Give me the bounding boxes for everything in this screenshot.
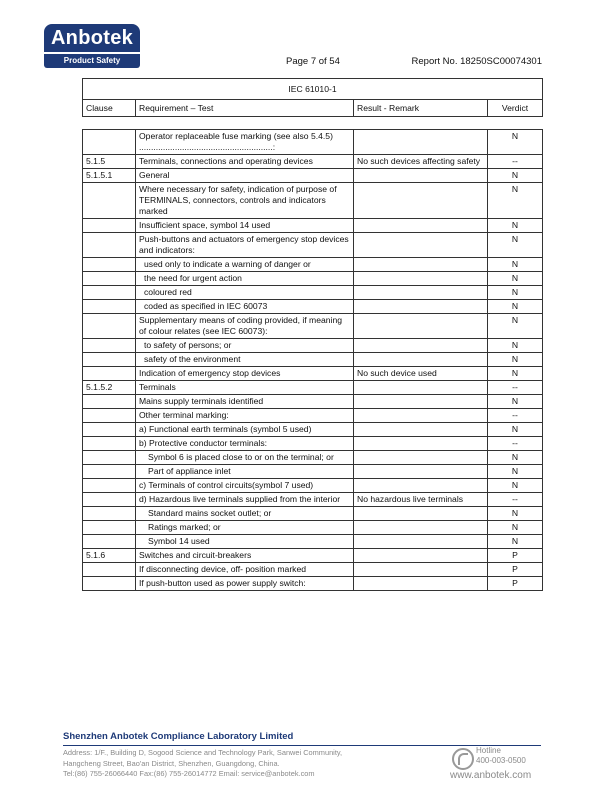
column-header-clause: Clause bbox=[83, 100, 136, 117]
table-row bbox=[83, 507, 543, 521]
table-row bbox=[83, 339, 543, 353]
row-result bbox=[354, 130, 488, 155]
row-verdict: N bbox=[488, 130, 543, 155]
row-verdict: P bbox=[488, 577, 543, 591]
address-line-2: Hangcheng Street, Bao'an District, Shenzhen, Guangdong, China. bbox=[63, 758, 280, 768]
row-requirement: used only to indicate a warning of danger or bbox=[136, 258, 354, 272]
row-verdict: N bbox=[488, 535, 543, 549]
row-result bbox=[354, 219, 488, 233]
row-clause: 5.1.5 bbox=[83, 155, 136, 169]
table-row bbox=[83, 479, 543, 493]
table-row bbox=[83, 521, 543, 535]
row-clause bbox=[83, 535, 136, 549]
table-row bbox=[83, 563, 543, 577]
contact-line: Tel:(86) 755-26066440 Fax:(86) 755-26014772 Email: service@anbotek.com bbox=[63, 769, 315, 778]
table-row bbox=[83, 272, 543, 286]
row-verdict: N bbox=[488, 465, 543, 479]
row-result bbox=[354, 286, 488, 300]
row-result: No such device used bbox=[354, 367, 488, 381]
row-verdict: N bbox=[488, 507, 543, 521]
table-row bbox=[83, 465, 543, 479]
row-clause bbox=[83, 130, 136, 155]
row-result bbox=[354, 395, 488, 409]
row-result bbox=[354, 549, 488, 563]
standard-title: IEC 61010-1 bbox=[83, 79, 543, 100]
row-result bbox=[354, 233, 488, 258]
row-requirement: a) Functional earth terminals (symbol 5 used) bbox=[136, 423, 354, 437]
column-header-requirement: Requirement – Test bbox=[136, 100, 354, 117]
row-requirement: coded as specified in IEC 60073 bbox=[136, 300, 354, 314]
row-requirement: Supplementary means of coding provided, if meaning of colour relates (see IEC 60073): bbox=[136, 314, 354, 339]
row-verdict: N bbox=[488, 395, 543, 409]
row-verdict: -- bbox=[488, 493, 543, 507]
column-header-verdict: Verdict bbox=[488, 100, 543, 117]
website: www.anbotek.com bbox=[450, 770, 532, 781]
row-clause bbox=[83, 258, 136, 272]
table-body bbox=[83, 130, 543, 591]
table-row bbox=[83, 367, 543, 381]
row-result bbox=[354, 300, 488, 314]
row-requirement: Operator replaceable fuse marking (see also 5.4.5) ........................................................: bbox=[136, 130, 354, 155]
row-result bbox=[354, 258, 488, 272]
row-clause bbox=[83, 479, 136, 493]
test-report-table bbox=[82, 78, 542, 591]
row-requirement: Switches and circuit-breakers bbox=[136, 549, 354, 563]
row-clause: 5.1.5.2 bbox=[83, 381, 136, 395]
row-clause bbox=[83, 233, 136, 258]
row-clause bbox=[83, 577, 136, 591]
row-result bbox=[354, 353, 488, 367]
row-result bbox=[354, 272, 488, 286]
row-requirement: If push-button used as power supply switch: bbox=[136, 577, 354, 591]
table-row bbox=[83, 300, 543, 314]
row-requirement: Other terminal marking: bbox=[136, 409, 354, 423]
hotline bbox=[476, 746, 526, 766]
row-verdict: N bbox=[488, 521, 543, 535]
row-verdict: N bbox=[488, 183, 543, 219]
table-row bbox=[83, 183, 543, 219]
row-requirement: Insufficient space, symbol 14 used bbox=[136, 219, 354, 233]
row-clause bbox=[83, 409, 136, 423]
row-verdict: N bbox=[488, 353, 543, 367]
row-verdict: N bbox=[488, 169, 543, 183]
footer-company: Shenzhen Anbotek Compliance Laboratory Limited bbox=[63, 731, 294, 742]
hotline-number: 400-003-0500 bbox=[476, 756, 526, 765]
row-requirement: coloured red bbox=[136, 286, 354, 300]
row-result bbox=[354, 169, 488, 183]
row-clause bbox=[83, 300, 136, 314]
table-row bbox=[83, 437, 543, 451]
row-clause bbox=[83, 493, 136, 507]
table-row bbox=[83, 423, 543, 437]
row-requirement: Symbol 6 is placed close to or on the terminal; or bbox=[136, 451, 354, 465]
table-row bbox=[83, 353, 543, 367]
row-requirement: Ratings marked; or bbox=[136, 521, 354, 535]
row-clause bbox=[83, 451, 136, 465]
row-verdict: N bbox=[488, 233, 543, 258]
row-clause bbox=[83, 367, 136, 381]
row-verdict: -- bbox=[488, 155, 543, 169]
row-requirement: Push-buttons and actuators of emergency stop devices and indicators: bbox=[136, 233, 354, 258]
row-requirement: General bbox=[136, 169, 354, 183]
row-verdict: N bbox=[488, 339, 543, 353]
row-verdict: N bbox=[488, 367, 543, 381]
row-result bbox=[354, 507, 488, 521]
row-clause bbox=[83, 423, 136, 437]
address-line-1: Address: 1/F., Building D, Sogood Science and Technology Park, Sanwei Community, bbox=[63, 748, 343, 757]
logo-name: Anbotek bbox=[44, 24, 140, 52]
table-row bbox=[83, 219, 543, 233]
table-spacer bbox=[83, 117, 543, 130]
row-verdict: N bbox=[488, 219, 543, 233]
row-clause bbox=[83, 521, 136, 535]
table-row bbox=[83, 493, 543, 507]
row-clause bbox=[83, 219, 136, 233]
row-clause bbox=[83, 395, 136, 409]
row-verdict: N bbox=[488, 451, 543, 465]
table-row bbox=[83, 409, 543, 423]
row-requirement: Standard mains socket outlet; or bbox=[136, 507, 354, 521]
row-clause bbox=[83, 563, 136, 577]
row-result: No hazardous live terminals bbox=[354, 493, 488, 507]
phone-icon bbox=[452, 748, 474, 770]
row-requirement: d) Hazardous live terminals supplied from the interior bbox=[136, 493, 354, 507]
row-clause bbox=[83, 465, 136, 479]
row-result bbox=[354, 409, 488, 423]
table-row bbox=[83, 286, 543, 300]
report-number: Report No. 18250SC00074301 bbox=[411, 56, 542, 67]
row-verdict: N bbox=[488, 423, 543, 437]
hotline-label: Hotline bbox=[476, 746, 501, 755]
table-row bbox=[83, 549, 543, 563]
row-requirement: safety of the environment bbox=[136, 353, 354, 367]
row-requirement: Terminals bbox=[136, 381, 354, 395]
row-result bbox=[354, 314, 488, 339]
row-verdict: N bbox=[488, 479, 543, 493]
row-result bbox=[354, 339, 488, 353]
table-row bbox=[83, 577, 543, 591]
row-clause bbox=[83, 437, 136, 451]
table-row bbox=[83, 381, 543, 395]
row-result bbox=[354, 563, 488, 577]
row-requirement: c) Terminals of control circuits(symbol 7 used) bbox=[136, 479, 354, 493]
table-row bbox=[83, 169, 543, 183]
column-header-result: Result - Remark bbox=[354, 100, 488, 117]
row-verdict: N bbox=[488, 300, 543, 314]
row-result: No such devices affecting safety bbox=[354, 155, 488, 169]
row-verdict: P bbox=[488, 549, 543, 563]
row-requirement: Where necessary for safety, indication of purpose of TERMINALS, connectors, controls and indicators marked bbox=[136, 183, 354, 219]
table-row bbox=[83, 233, 543, 258]
footer-divider bbox=[63, 745, 541, 746]
row-requirement: Part of appliance inlet bbox=[136, 465, 354, 479]
footer-address bbox=[63, 748, 342, 780]
row-result bbox=[354, 437, 488, 451]
table-row bbox=[83, 130, 543, 155]
row-verdict: P bbox=[488, 563, 543, 577]
row-clause bbox=[83, 272, 136, 286]
row-result bbox=[354, 183, 488, 219]
table-row bbox=[83, 451, 543, 465]
row-requirement: Terminals, connections and operating devices bbox=[136, 155, 354, 169]
row-requirement: Indication of emergency stop devices bbox=[136, 367, 354, 381]
row-verdict: -- bbox=[488, 409, 543, 423]
page-number: Page 7 of 54 bbox=[286, 56, 340, 67]
row-result bbox=[354, 521, 488, 535]
table-row bbox=[83, 395, 543, 409]
row-verdict: N bbox=[488, 258, 543, 272]
row-clause bbox=[83, 507, 136, 521]
table-row bbox=[83, 314, 543, 339]
row-result bbox=[354, 479, 488, 493]
row-result bbox=[354, 535, 488, 549]
logo-tagline: Product Safety bbox=[44, 52, 140, 68]
company-logo bbox=[44, 24, 140, 68]
table-row bbox=[83, 258, 543, 272]
row-verdict: N bbox=[488, 272, 543, 286]
row-requirement: to safety of persons; or bbox=[136, 339, 354, 353]
row-verdict: N bbox=[488, 314, 543, 339]
row-result bbox=[354, 381, 488, 395]
row-clause bbox=[83, 183, 136, 219]
row-clause bbox=[83, 314, 136, 339]
row-result bbox=[354, 423, 488, 437]
row-result bbox=[354, 451, 488, 465]
row-result bbox=[354, 577, 488, 591]
row-requirement: the need for urgent action bbox=[136, 272, 354, 286]
row-clause bbox=[83, 286, 136, 300]
row-verdict: -- bbox=[488, 381, 543, 395]
row-requirement: Mains supply terminals identified bbox=[136, 395, 354, 409]
row-clause bbox=[83, 353, 136, 367]
table-row bbox=[83, 535, 543, 549]
row-verdict: N bbox=[488, 286, 543, 300]
row-requirement: If disconnecting device, off- position marked bbox=[136, 563, 354, 577]
row-result bbox=[354, 465, 488, 479]
row-clause: 5.1.6 bbox=[83, 549, 136, 563]
table-row bbox=[83, 155, 543, 169]
row-requirement: b) Protective conductor terminals: bbox=[136, 437, 354, 451]
row-clause: 5.1.5.1 bbox=[83, 169, 136, 183]
row-requirement: Symbol 14 used bbox=[136, 535, 354, 549]
row-verdict: -- bbox=[488, 437, 543, 451]
row-clause bbox=[83, 339, 136, 353]
